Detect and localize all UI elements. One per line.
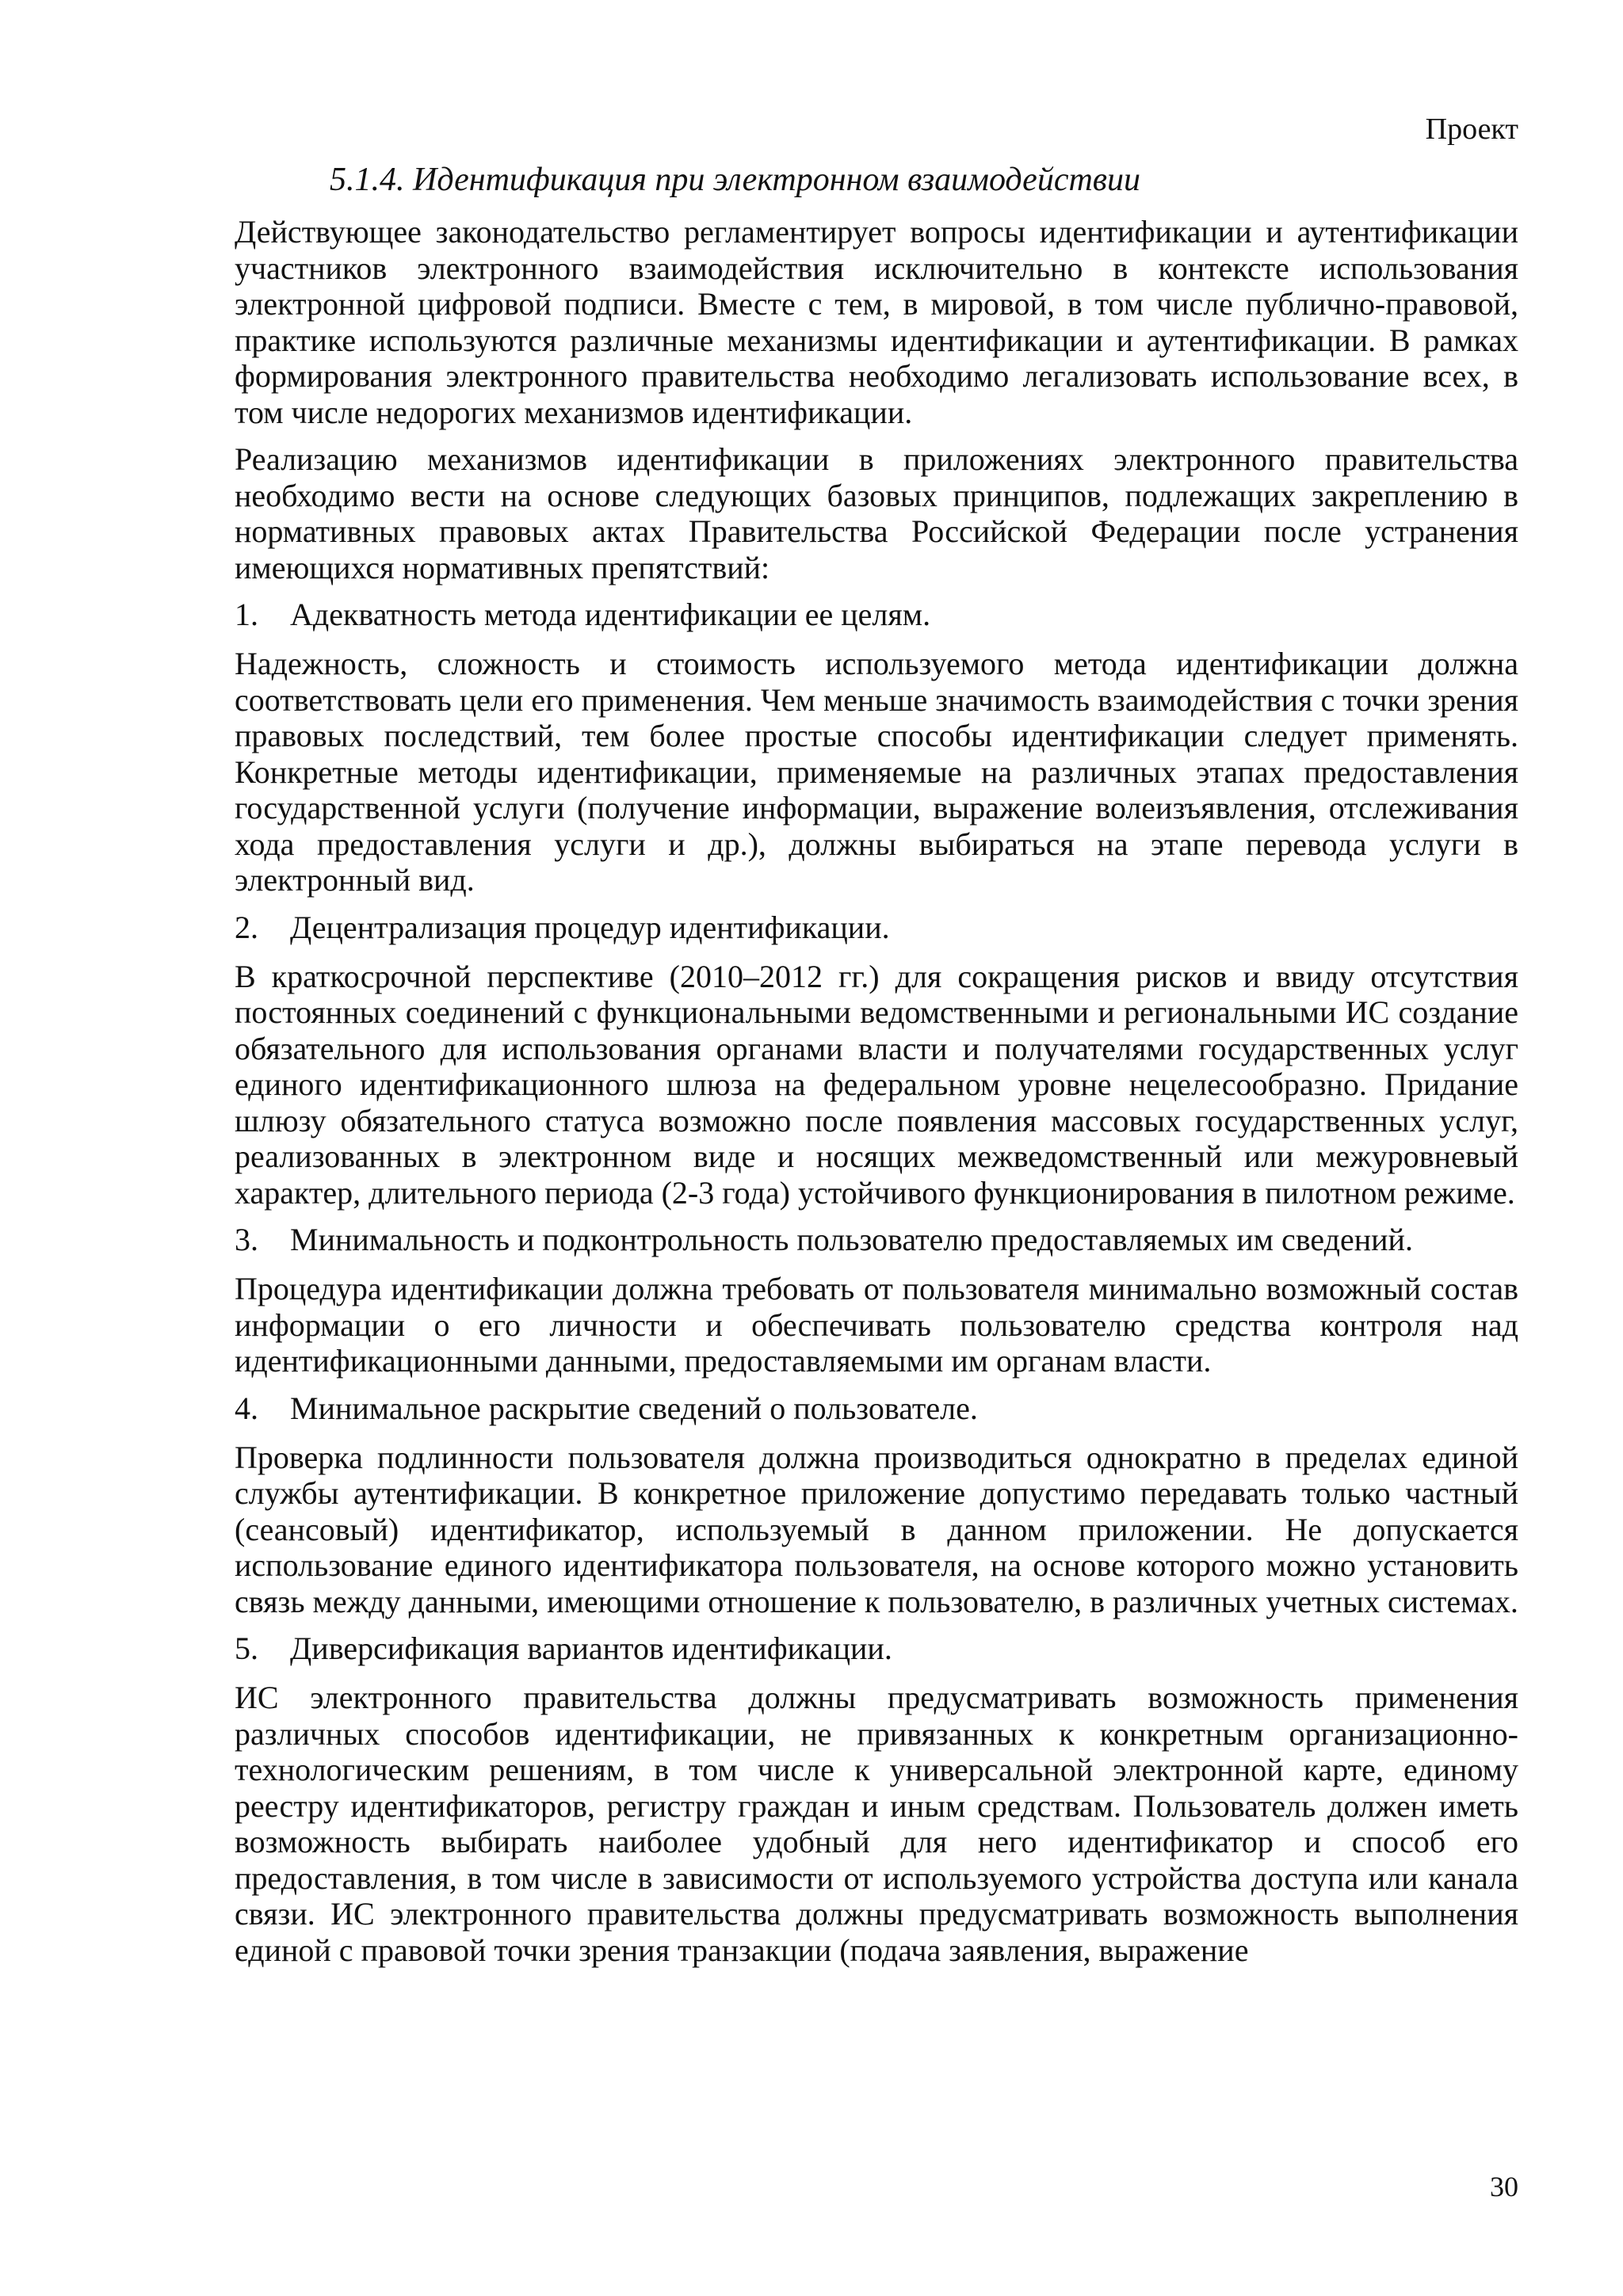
principle-body: ИС электронного правительства должны предусматривать возможность применения различных способов идентификации, не привязанных к конкретным организационно-технологическим решениям, в том числе к универсальной электронной карте, единому реестру идентификаторов, регистру граждан и иным средствам. Пользователь должен иметь возможность выбирать наиболее удобный для него идентификатор и способ его предоставления, в том числе в зависимости от используемого устройства доступа или канала связи. ИС электронного правительства должны предусматривать возможность выполнения единой с правовой точки зрения транзакции (подача заявления, выражение: [235, 1680, 1518, 1968]
principle-number: 5.: [235, 1630, 258, 1666]
principle-title: Минимальность и подконтрольность пользователю предоставляемых им сведений.: [290, 1222, 1413, 1257]
principle-number: 2.: [235, 909, 258, 945]
principle-title: Децентрализация процедур идентификации.: [290, 909, 890, 945]
principle-title: Минимальное раскрытие сведений о пользователе.: [290, 1390, 978, 1426]
principle-heading: [235, 1390, 1518, 1427]
page-content: [235, 157, 1518, 1979]
page-number: 30: [1490, 2171, 1518, 2203]
principle-heading: [235, 1630, 1518, 1667]
section-title: 5.1.4. Идентификация при электронном взаимодействии: [330, 162, 1141, 198]
project-label: Проект: [1425, 113, 1518, 146]
principles-intro-paragraph: Реализацию механизмов идентификации в приложениях электронного правительства необходимо вести на основе следующих базовых принципов, подлежащих закреплению в нормативных правовых актах Правительства Российской Федерации после устранения имеющихся нормативных препятствий:: [235, 441, 1518, 585]
principle-number: 3.: [235, 1222, 258, 1257]
principle-body: Надежность, сложность и стоимость используемого метода идентификации должна соответствовать цели его применения. Чем меньше значимость взаимодействия с точки зрения правовых последствий, тем более простые способы идентификации следует применять. Конкретные методы идентификации, применяемые на различных этапах предоставления государственной услуги (получение информации, выражение волеизъявления, отслеживания хода предоставления услуги и др.), должны выбираться на этапе перевода услуги в электронный вид.: [235, 646, 1518, 898]
principle-heading: [235, 1222, 1518, 1258]
principle-title: Адекватность метода идентификации ее целям.: [290, 597, 931, 632]
principle-body: В краткосрочной перспективе (2010–2012 гг.) для сокращения рисков и ввиду отсутствия постоянных соединений с функциональными ведомственными и региональными ИС создание обязательного для использования органами власти и получателями государственных услуг единого идентификационного шлюза на федеральном уровне нецелесообразно. Придание шлюзу обязательного статуса возможно после появления массовых государственных услуг, реализованных в электронном виде и носящих межведомственный или межуровневый характер, длительного периода (2-3 года) устойчивого функционирования в пилотном режиме.: [235, 958, 1518, 1211]
principle-title: Диверсификация вариантов идентификации.: [290, 1630, 892, 1666]
principle-heading: [235, 910, 1518, 946]
principle-body: Процедура идентификации должна требовать от пользователя минимально возможный состав информации о его личности и обеспечивать пользователю средства контроля над идентификационными данными, предоставляемыми им органам власти.: [235, 1271, 1518, 1379]
intro-paragraph: Действующее законодательство регламентирует вопросы идентификации и аутентификации участников электронного взаимодействия исключительно в контексте использования электронной цифровой подписи. Вместе с тем, в мировой, в том числе публично-правовой, практике используются различные механизмы идентификации и аутентификации. В рамках формирования электронного правительства необходимо легализовать использование всех, в том числе недорогих механизмов идентификации.: [235, 214, 1518, 430]
principle-heading: [235, 597, 1518, 633]
principle-number: 4.: [235, 1390, 258, 1426]
principle-body: Проверка подлинности пользователя должна производиться однократно в пределах единой службы аутентификации. В конкретное приложение допустимо передавать только частный (сеансовый) идентификатор, используемый в данном приложении. Не допускается использование единого идентификатора пользователя, на основе которого можно установить связь между данными, имеющими отношение к пользователю, в различных учетных системах.: [235, 1439, 1518, 1619]
principle-number: 1.: [235, 597, 258, 632]
